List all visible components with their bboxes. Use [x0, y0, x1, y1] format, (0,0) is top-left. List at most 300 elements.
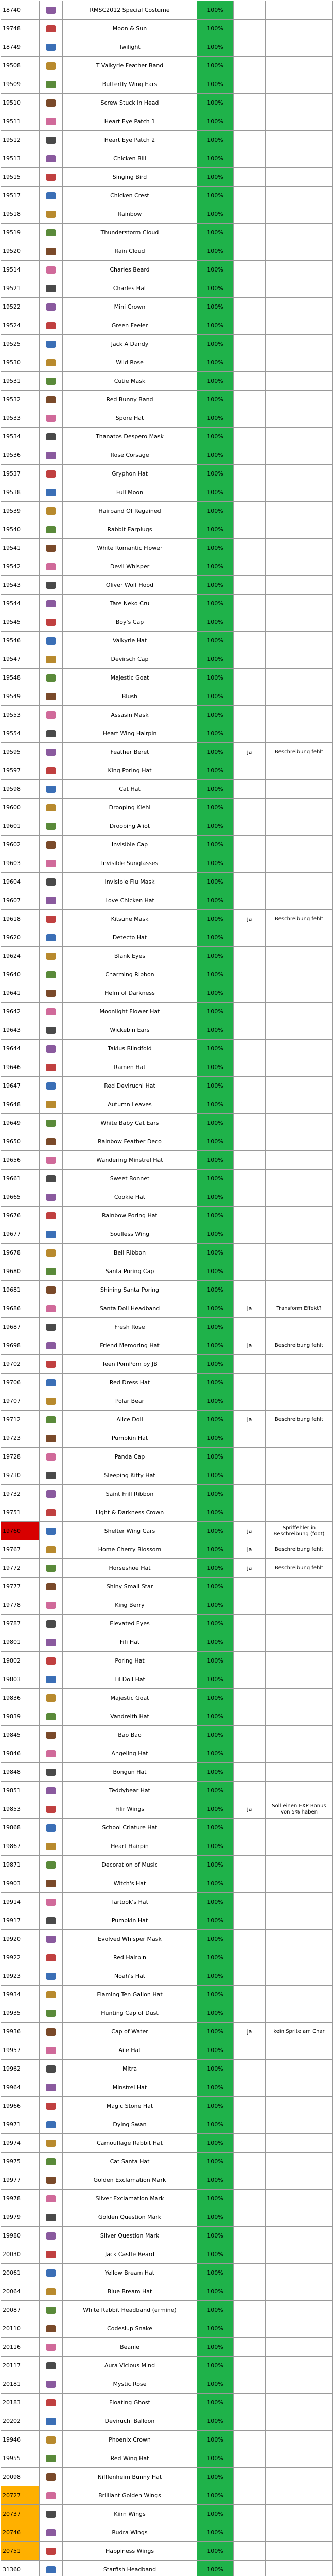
table-row — [1, 1262, 333, 1281]
item-name-cell: Heart Eye Patch 1 — [63, 112, 197, 131]
status-cell: 100% — [197, 2282, 234, 2301]
item-icon-cell — [40, 298, 63, 316]
note-cell — [266, 1837, 333, 1856]
item-icon-cell — [40, 2486, 63, 2505]
status-cell: 100% — [197, 1726, 234, 1744]
note-cell — [266, 1726, 333, 1744]
status-cell: 100% — [197, 131, 234, 149]
item-id-cell: 19649 — [1, 1114, 40, 1132]
note-cell — [266, 1911, 333, 1930]
item-id-cell: 19524 — [1, 316, 40, 335]
flag-cell — [234, 1151, 266, 1170]
flag-cell — [234, 2394, 266, 2412]
status-cell: 100% — [197, 2078, 234, 2097]
hat-icon — [46, 2511, 56, 2518]
item-icon-cell — [40, 1, 63, 20]
table-row — [1, 1411, 333, 1429]
hat-icon — [46, 2436, 56, 2444]
hat-icon — [46, 1991, 56, 1998]
flag-cell — [234, 1188, 266, 1207]
hat-icon — [46, 971, 56, 978]
item-icon-cell — [40, 910, 63, 928]
status-cell: 100% — [197, 1856, 234, 1874]
note-cell — [266, 428, 333, 446]
flag-cell — [234, 1967, 266, 1986]
item-icon-cell — [40, 2561, 63, 2576]
table-row — [1, 2505, 333, 2523]
table-row — [1, 2412, 333, 2431]
item-id-cell: 19543 — [1, 576, 40, 595]
item-icon-cell — [40, 353, 63, 372]
item-name-cell: Jack A Dandy — [63, 335, 197, 353]
flag-cell — [234, 428, 266, 446]
table-row — [1, 2282, 333, 2301]
status-cell: 100% — [197, 279, 234, 298]
item-icon-cell — [40, 20, 63, 38]
table-row — [1, 1559, 333, 1578]
note-cell — [266, 372, 333, 391]
note-cell — [266, 595, 333, 613]
status-cell: 100% — [197, 576, 234, 595]
hat-icon — [46, 1453, 56, 1461]
note-cell — [266, 149, 333, 168]
item-name-cell: Nifflenheim Bunny Hat — [63, 2468, 197, 2486]
hat-icon — [46, 1657, 56, 1665]
status-cell: 100% — [197, 1893, 234, 1911]
table-row — [1, 984, 333, 1003]
item-id-cell: 19871 — [1, 1856, 40, 1874]
item-icon-cell — [40, 891, 63, 910]
item-name-cell: Bell Ribbon — [63, 1244, 197, 1262]
flag-cell — [234, 1244, 266, 1262]
item-id-cell: 19514 — [1, 261, 40, 279]
status-cell: 100% — [197, 428, 234, 446]
item-icon-cell — [40, 687, 63, 706]
note-cell — [266, 1744, 333, 1763]
item-name-cell: Bongun Hat — [63, 1763, 197, 1782]
item-id-cell: 18749 — [1, 38, 40, 57]
table-row — [1, 149, 333, 168]
item-name-cell: Moonlight Flower Hat — [63, 1003, 197, 1021]
item-id-cell: 19681 — [1, 1281, 40, 1299]
table-row — [1, 2357, 333, 2375]
note-cell — [266, 947, 333, 965]
table-row — [1, 2004, 333, 2023]
item-name-cell: Floating Ghost — [63, 2394, 197, 2412]
flag-cell — [234, 2561, 266, 2576]
hat-icon — [46, 1361, 56, 1368]
note-cell — [266, 1003, 333, 1021]
item-id-cell: 19920 — [1, 1930, 40, 1948]
note-cell — [266, 2319, 333, 2338]
note-cell — [266, 75, 333, 94]
note-cell — [266, 1095, 333, 1114]
flag-cell — [234, 2153, 266, 2171]
item-name-cell: RMSC2012 Special Costume — [63, 1, 197, 20]
note-cell — [266, 1207, 333, 1225]
table-row — [1, 242, 333, 261]
note-cell — [266, 2134, 333, 2153]
note-cell — [266, 1615, 333, 1633]
item-icon-cell — [40, 1874, 63, 1893]
item-name-cell: T Valkyrie Feather Band — [63, 57, 197, 75]
item-icon-cell — [40, 372, 63, 391]
table-row — [1, 706, 333, 724]
status-cell: 100% — [197, 1003, 234, 1021]
flag-cell — [234, 2282, 266, 2301]
item-id-cell: 19511 — [1, 112, 40, 131]
status-cell: 100% — [197, 1429, 234, 1448]
item-id-cell: 19868 — [1, 1819, 40, 1837]
flag-cell — [234, 873, 266, 891]
status-cell: 100% — [197, 353, 234, 372]
item-name-cell: White Romantic Flower — [63, 539, 197, 557]
item-id-cell: 19648 — [1, 1095, 40, 1114]
item-icon-cell — [40, 502, 63, 520]
item-icon-cell — [40, 743, 63, 761]
note-cell — [266, 761, 333, 780]
status-cell: 100% — [197, 1967, 234, 1986]
item-icon-cell — [40, 1355, 63, 1374]
flag-cell: ja — [234, 743, 266, 761]
status-cell: 100% — [197, 2357, 234, 2375]
table-row — [1, 2561, 333, 2576]
item-name-cell: Valkyrie Hat — [63, 632, 197, 650]
hat-icon — [46, 916, 56, 923]
item-id-cell: 19661 — [1, 1170, 40, 1188]
status-cell: 100% — [197, 372, 234, 391]
flag-cell — [234, 2041, 266, 2060]
note-cell — [266, 1633, 333, 1652]
flag-cell — [234, 2078, 266, 2097]
hat-icon — [46, 582, 56, 589]
table-row — [1, 409, 333, 428]
item-id-cell: 19656 — [1, 1151, 40, 1170]
hat-icon — [46, 1676, 56, 1683]
item-icon-cell — [40, 2319, 63, 2338]
item-name-cell: Codeslup Snake — [63, 2319, 197, 2338]
status-cell: 100% — [197, 1911, 234, 1930]
flag-cell — [234, 2449, 266, 2468]
flag-cell — [234, 1132, 266, 1151]
note-cell — [266, 2153, 333, 2171]
flag-cell — [234, 1856, 266, 1874]
table-row — [1, 632, 333, 650]
note-cell — [266, 836, 333, 854]
flag-cell — [234, 1429, 266, 1448]
status-cell: 100% — [197, 1225, 234, 1244]
item-icon-cell — [40, 168, 63, 187]
item-id-cell: 19647 — [1, 1077, 40, 1095]
note-cell — [266, 1188, 333, 1207]
flag-cell — [234, 112, 266, 131]
item-id-cell: 19751 — [1, 1503, 40, 1522]
item-name-cell: Shiny Small Star — [63, 1578, 197, 1596]
item-id-cell: 19517 — [1, 187, 40, 205]
item-id-cell: 19537 — [1, 465, 40, 483]
hat-icon — [46, 2177, 56, 2184]
note-cell — [266, 2394, 333, 2412]
hat-icon — [46, 897, 56, 904]
hat-icon — [46, 229, 56, 236]
note-cell — [266, 205, 333, 224]
status-cell: 100% — [197, 391, 234, 409]
item-id-cell: 19777 — [1, 1578, 40, 1596]
item-id-cell: 19802 — [1, 1652, 40, 1670]
table-row — [1, 1707, 333, 1726]
item-id-cell: 19778 — [1, 1596, 40, 1615]
item-id-cell: 19530 — [1, 353, 40, 372]
status-cell: 100% — [197, 1262, 234, 1281]
table-row — [1, 1466, 333, 1485]
note-cell — [266, 2375, 333, 2394]
table-row — [1, 1058, 333, 1077]
flag-cell — [234, 1837, 266, 1856]
flag-cell: ja — [234, 2023, 266, 2041]
status-cell: 100% — [197, 1837, 234, 1856]
flag-cell — [234, 2171, 266, 2190]
item-name-cell: Horseshoe Hat — [63, 1559, 197, 1578]
item-icon-cell — [40, 2523, 63, 2542]
flag-cell — [234, 1819, 266, 1837]
hat-icon — [46, 1639, 56, 1646]
flag-cell — [234, 1077, 266, 1095]
item-id-cell: 20737 — [1, 2505, 40, 2523]
item-name-cell: Poring Hat — [63, 1652, 197, 1670]
table-row — [1, 1763, 333, 1782]
table-row — [1, 743, 333, 761]
note-cell — [266, 2431, 333, 2449]
status-cell: 100% — [197, 613, 234, 632]
status-cell: 100% — [197, 20, 234, 38]
table-row — [1, 1225, 333, 1244]
item-icon-cell — [40, 2041, 63, 2060]
note-cell — [266, 279, 333, 298]
table-row — [1, 2338, 333, 2357]
item-id-cell: 19964 — [1, 2078, 40, 2097]
item-icon-cell — [40, 1503, 63, 1522]
hat-icon — [46, 507, 56, 515]
status-cell: 100% — [197, 502, 234, 520]
note-cell — [266, 2060, 333, 2078]
flag-cell — [234, 595, 266, 613]
item-icon-cell — [40, 799, 63, 817]
item-id-cell: 19748 — [1, 20, 40, 38]
item-icon-cell — [40, 465, 63, 483]
note-cell — [266, 112, 333, 131]
note-cell — [266, 2190, 333, 2208]
table-row — [1, 650, 333, 669]
item-icon-cell — [40, 1040, 63, 1058]
item-icon-cell — [40, 1095, 63, 1114]
status-cell: 100% — [197, 928, 234, 947]
flag-cell — [234, 1930, 266, 1948]
table-row — [1, 465, 333, 483]
item-icon-cell — [40, 2412, 63, 2431]
note-cell — [266, 2449, 333, 2468]
item-name-cell: Golden Question Mark — [63, 2208, 197, 2227]
status-cell: 100% — [197, 1114, 234, 1132]
note-cell — [266, 2097, 333, 2115]
hat-icon — [46, 934, 56, 941]
table-row — [1, 724, 333, 743]
note-cell — [266, 1, 333, 20]
table-row — [1, 687, 333, 706]
item-name-cell: Blank Eyes — [63, 947, 197, 965]
hat-icon — [46, 2195, 56, 2202]
item-name-cell: Angeling Hat — [63, 1744, 197, 1763]
table-row — [1, 669, 333, 687]
flag-cell — [234, 724, 266, 743]
hat-icon — [46, 489, 56, 496]
status-cell: 100% — [197, 94, 234, 112]
status-cell: 100% — [197, 1763, 234, 1782]
item-name-cell: Charles Hat — [63, 279, 197, 298]
costume-icon — [46, 7, 56, 14]
table-row — [1, 854, 333, 873]
note-cell — [266, 2171, 333, 2190]
item-icon-cell — [40, 873, 63, 891]
item-icon-cell — [40, 316, 63, 335]
note-cell — [266, 557, 333, 576]
note-cell — [266, 20, 333, 38]
moon-sun-icon — [46, 25, 56, 32]
item-name-cell: Devirsch Cap — [63, 650, 197, 669]
item-id-cell: 19957 — [1, 2041, 40, 2060]
item-icon-cell — [40, 595, 63, 613]
item-icon-cell — [40, 2245, 63, 2264]
hat-icon — [46, 2232, 56, 2240]
item-name-cell: Flaming Ten Gallon Hat — [63, 1986, 197, 2004]
costume-table — [1, 1, 333, 2576]
status-cell: 100% — [197, 2004, 234, 2023]
flag-cell — [234, 1058, 266, 1077]
item-icon-cell — [40, 780, 63, 799]
status-cell: 100% — [197, 743, 234, 761]
hat-icon — [46, 2548, 56, 2555]
hat-icon — [46, 2566, 56, 2573]
item-name-cell: Home Cherry Blossom — [63, 1540, 197, 1559]
flag-cell — [234, 1782, 266, 1800]
flag-cell — [234, 2264, 266, 2282]
item-icon-cell — [40, 1652, 63, 1670]
flag-cell — [234, 2245, 266, 2264]
status-cell: 100% — [197, 724, 234, 743]
flag-cell — [234, 1670, 266, 1689]
item-icon-cell — [40, 1578, 63, 1596]
item-id-cell: 19602 — [1, 836, 40, 854]
status-cell: 100% — [197, 2338, 234, 2357]
flag-cell — [234, 2115, 266, 2134]
item-id-cell: 19553 — [1, 706, 40, 724]
note-cell — [266, 446, 333, 465]
flag-cell — [234, 1763, 266, 1782]
note-cell — [266, 965, 333, 984]
hat-icon — [46, 1398, 56, 1405]
note-cell — [266, 1967, 333, 1986]
table-row — [1, 2078, 333, 2097]
flag-cell — [234, 242, 266, 261]
table-row — [1, 1800, 333, 1819]
status-cell: 100% — [197, 836, 234, 854]
note-cell — [266, 187, 333, 205]
item-name-cell: School Criature Hat — [63, 1819, 197, 1837]
flag-cell — [234, 1374, 266, 1392]
status-cell: 100% — [197, 1689, 234, 1707]
item-id-cell: 19601 — [1, 817, 40, 836]
item-id-cell: 19732 — [1, 1485, 40, 1503]
flag-cell — [234, 1281, 266, 1299]
item-name-cell: Rudra Wings — [63, 2523, 197, 2542]
note-cell: Spriffehler in Beschreibung (foot) — [266, 1522, 333, 1540]
table-row — [1, 761, 333, 780]
hat-icon — [46, 1936, 56, 1943]
item-icon-cell — [40, 1596, 63, 1615]
item-icon-cell — [40, 1615, 63, 1633]
item-icon-cell — [40, 2004, 63, 2023]
item-id-cell: 19851 — [1, 1782, 40, 1800]
flag-cell — [234, 520, 266, 539]
table-row — [1, 2153, 333, 2171]
item-icon-cell — [40, 94, 63, 112]
hat-icon — [46, 878, 56, 886]
item-name-cell: Detecto Hat — [63, 928, 197, 947]
status-cell: 100% — [197, 1615, 234, 1633]
item-icon-cell — [40, 1374, 63, 1392]
status-cell: 100% — [197, 1040, 234, 1058]
item-icon-cell — [40, 1967, 63, 1986]
note-cell — [266, 2004, 333, 2023]
item-id-cell: 19935 — [1, 2004, 40, 2023]
flag-cell — [234, 1318, 266, 1336]
table-row — [1, 2115, 333, 2134]
table-row — [1, 2097, 333, 2115]
hat-icon — [46, 415, 56, 422]
status-cell: 100% — [197, 2190, 234, 2208]
hat-icon — [46, 1286, 56, 1294]
note-cell — [266, 1132, 333, 1151]
item-icon-cell — [40, 613, 63, 632]
flag-cell — [234, 706, 266, 724]
item-name-cell: Devil Whisper — [63, 557, 197, 576]
note-cell — [266, 1466, 333, 1485]
table-row — [1, 1170, 333, 1188]
note-cell: Beschreibung fehlt — [266, 1540, 333, 1559]
note-cell — [266, 391, 333, 409]
item-name-cell: Ramen Hat — [63, 1058, 197, 1077]
hat-icon — [46, 786, 56, 793]
table-row — [1, 2431, 333, 2449]
note-cell — [266, 1986, 333, 2004]
item-icon-cell — [40, 1782, 63, 1800]
flag-cell — [234, 465, 266, 483]
hat-icon — [46, 62, 56, 70]
item-icon-cell — [40, 836, 63, 854]
item-icon-cell — [40, 2097, 63, 2115]
status-cell: 100% — [197, 539, 234, 557]
status-cell: 100% — [197, 780, 234, 799]
flag-cell — [234, 502, 266, 520]
item-icon-cell — [40, 1726, 63, 1744]
item-icon-cell — [40, 1281, 63, 1299]
item-id-cell: 19846 — [1, 1744, 40, 1763]
hat-icon — [46, 2047, 56, 2054]
item-icon-cell — [40, 131, 63, 149]
item-name-cell: Pumpkin Hat — [63, 1429, 197, 1448]
note-cell — [266, 1170, 333, 1188]
item-id-cell: 19644 — [1, 1040, 40, 1058]
item-id-cell: 19512 — [1, 131, 40, 149]
